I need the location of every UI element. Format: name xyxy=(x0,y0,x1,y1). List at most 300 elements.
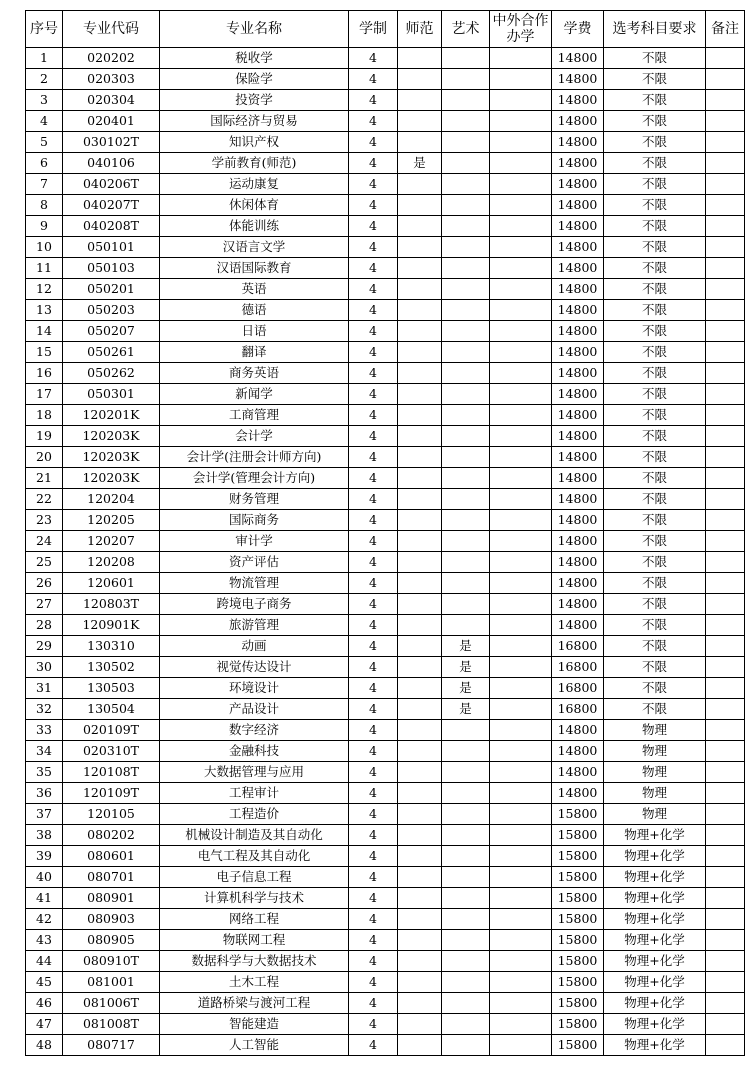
cell-coop xyxy=(490,300,552,321)
cell-coop xyxy=(490,468,552,489)
cell-code: 080717 xyxy=(63,1035,160,1056)
cell-code: 120203K xyxy=(63,426,160,447)
cell-fee: 15800 xyxy=(552,825,604,846)
cell-name: 翻译 xyxy=(160,342,349,363)
cell-duration: 4 xyxy=(349,993,398,1014)
cell-subjects: 不限 xyxy=(604,615,706,636)
cell-normal xyxy=(398,426,442,447)
cell-code: 120109T xyxy=(63,783,160,804)
cell-note xyxy=(706,69,745,90)
table-row xyxy=(26,783,745,804)
cell-duration: 4 xyxy=(349,972,398,993)
cell-index: 39 xyxy=(26,846,63,867)
cell-coop xyxy=(490,258,552,279)
cell-normal xyxy=(398,825,442,846)
cell-name: 大数据管理与应用 xyxy=(160,762,349,783)
cell-index: 18 xyxy=(26,405,63,426)
table-row xyxy=(26,321,745,342)
cell-name: 会计学(注册会计师方向) xyxy=(160,447,349,468)
cell-coop xyxy=(490,804,552,825)
cell-normal xyxy=(398,846,442,867)
cell-art xyxy=(442,342,490,363)
table-row xyxy=(26,405,745,426)
cell-index: 30 xyxy=(26,657,63,678)
cell-art xyxy=(442,720,490,741)
table-row xyxy=(26,909,745,930)
header-name: 专业名称 xyxy=(160,11,349,48)
cell-note xyxy=(706,972,745,993)
cell-duration: 4 xyxy=(349,657,398,678)
cell-duration: 4 xyxy=(349,699,398,720)
cell-duration: 4 xyxy=(349,783,398,804)
cell-index: 13 xyxy=(26,300,63,321)
cell-art xyxy=(442,510,490,531)
cell-duration: 4 xyxy=(349,363,398,384)
table-row xyxy=(26,258,745,279)
cell-code: 081006T xyxy=(63,993,160,1014)
cell-coop xyxy=(490,174,552,195)
cell-name: 汉语国际教育 xyxy=(160,258,349,279)
cell-normal xyxy=(398,216,442,237)
cell-name: 日语 xyxy=(160,321,349,342)
cell-subjects: 不限 xyxy=(604,426,706,447)
cell-subjects: 不限 xyxy=(604,405,706,426)
cell-art xyxy=(442,216,490,237)
cell-subjects: 不限 xyxy=(604,132,706,153)
table-body xyxy=(26,48,745,1056)
cell-code: 120105 xyxy=(63,804,160,825)
table-row xyxy=(26,699,745,720)
cell-index: 38 xyxy=(26,825,63,846)
cell-fee: 16800 xyxy=(552,657,604,678)
cell-normal xyxy=(398,867,442,888)
cell-coop xyxy=(490,573,552,594)
cell-note xyxy=(706,531,745,552)
cell-name: 税收学 xyxy=(160,48,349,69)
table-row xyxy=(26,48,745,69)
table-row xyxy=(26,615,745,636)
cell-art xyxy=(442,489,490,510)
table-row xyxy=(26,720,745,741)
cell-duration: 4 xyxy=(349,951,398,972)
header-subjects: 选考科目要求 xyxy=(604,11,706,48)
cell-subjects: 物理 xyxy=(604,741,706,762)
cell-code: 050101 xyxy=(63,237,160,258)
cell-normal xyxy=(398,195,442,216)
cell-fee: 15800 xyxy=(552,993,604,1014)
cell-duration: 4 xyxy=(349,447,398,468)
cell-subjects: 物理+化学 xyxy=(604,846,706,867)
table-row xyxy=(26,1014,745,1035)
table-row xyxy=(26,657,745,678)
cell-name: 新闻学 xyxy=(160,384,349,405)
cell-duration: 4 xyxy=(349,468,398,489)
cell-coop xyxy=(490,342,552,363)
cell-code: 020304 xyxy=(63,90,160,111)
cell-code: 050203 xyxy=(63,300,160,321)
cell-code: 120204 xyxy=(63,489,160,510)
cell-fee: 14800 xyxy=(552,195,604,216)
cell-note xyxy=(706,825,745,846)
header-normal: 师范 xyxy=(398,11,442,48)
cell-fee: 14800 xyxy=(552,342,604,363)
cell-normal xyxy=(398,972,442,993)
cell-coop xyxy=(490,909,552,930)
cell-duration: 4 xyxy=(349,90,398,111)
cell-duration: 4 xyxy=(349,1014,398,1035)
cell-note xyxy=(706,993,745,1014)
cell-fee: 14800 xyxy=(552,720,604,741)
table-row xyxy=(26,237,745,258)
cell-note xyxy=(706,237,745,258)
cell-coop xyxy=(490,846,552,867)
cell-duration: 4 xyxy=(349,321,398,342)
cell-subjects: 不限 xyxy=(604,678,706,699)
cell-art xyxy=(442,384,490,405)
cell-code: 120108T xyxy=(63,762,160,783)
cell-subjects: 不限 xyxy=(604,531,706,552)
cell-fee: 14800 xyxy=(552,153,604,174)
cell-normal xyxy=(398,783,442,804)
cell-fee: 14800 xyxy=(552,216,604,237)
table-row xyxy=(26,216,745,237)
cell-normal xyxy=(398,930,442,951)
cell-coop xyxy=(490,867,552,888)
cell-subjects: 不限 xyxy=(604,258,706,279)
cell-art xyxy=(442,111,490,132)
cell-art xyxy=(442,321,490,342)
table-row xyxy=(26,300,745,321)
table-row xyxy=(26,489,745,510)
cell-note xyxy=(706,699,745,720)
cell-art: 是 xyxy=(442,699,490,720)
cell-subjects: 物理+化学 xyxy=(604,1014,706,1035)
cell-name: 视觉传达设计 xyxy=(160,657,349,678)
cell-name: 物联网工程 xyxy=(160,930,349,951)
cell-duration: 4 xyxy=(349,174,398,195)
cell-art xyxy=(442,258,490,279)
cell-subjects: 物理+化学 xyxy=(604,930,706,951)
table-row xyxy=(26,930,745,951)
cell-art xyxy=(442,447,490,468)
cell-duration: 4 xyxy=(349,426,398,447)
cell-name: 国际经济与贸易 xyxy=(160,111,349,132)
cell-coop xyxy=(490,237,552,258)
cell-name: 道路桥梁与渡河工程 xyxy=(160,993,349,1014)
cell-duration: 4 xyxy=(349,825,398,846)
cell-index: 17 xyxy=(26,384,63,405)
cell-coop xyxy=(490,363,552,384)
cell-name: 产品设计 xyxy=(160,699,349,720)
cell-duration: 4 xyxy=(349,846,398,867)
cell-code: 020310T xyxy=(63,741,160,762)
cell-fee: 14800 xyxy=(552,174,604,195)
cell-note xyxy=(706,111,745,132)
cell-duration: 4 xyxy=(349,300,398,321)
cell-code: 080601 xyxy=(63,846,160,867)
header-note: 备注 xyxy=(706,11,745,48)
cell-art xyxy=(442,552,490,573)
cell-code: 050207 xyxy=(63,321,160,342)
cell-fee: 14800 xyxy=(552,300,604,321)
cell-coop xyxy=(490,720,552,741)
cell-name: 跨境电子商务 xyxy=(160,594,349,615)
cell-code: 020109T xyxy=(63,720,160,741)
cell-coop xyxy=(490,216,552,237)
cell-coop xyxy=(490,783,552,804)
cell-duration: 4 xyxy=(349,720,398,741)
table-row xyxy=(26,195,745,216)
cell-normal xyxy=(398,720,442,741)
cell-subjects: 不限 xyxy=(604,468,706,489)
table-row xyxy=(26,951,745,972)
cell-coop xyxy=(490,636,552,657)
cell-normal xyxy=(398,699,442,720)
cell-subjects: 物理 xyxy=(604,720,706,741)
cell-name: 保险学 xyxy=(160,69,349,90)
cell-code: 040106 xyxy=(63,153,160,174)
cell-subjects: 物理 xyxy=(604,804,706,825)
cell-coop xyxy=(490,741,552,762)
cell-art xyxy=(442,867,490,888)
cell-art xyxy=(442,153,490,174)
cell-name: 电子信息工程 xyxy=(160,867,349,888)
cell-code: 120208 xyxy=(63,552,160,573)
header-row xyxy=(26,11,745,48)
cell-subjects: 物理+化学 xyxy=(604,993,706,1014)
cell-name: 网络工程 xyxy=(160,909,349,930)
cell-normal xyxy=(398,573,442,594)
cell-name: 国际商务 xyxy=(160,510,349,531)
cell-subjects: 不限 xyxy=(604,699,706,720)
cell-art xyxy=(442,69,490,90)
cell-name: 体能训练 xyxy=(160,216,349,237)
table-row xyxy=(26,636,745,657)
cell-art xyxy=(442,741,490,762)
cell-index: 16 xyxy=(26,363,63,384)
cell-note xyxy=(706,573,745,594)
cell-duration: 4 xyxy=(349,615,398,636)
cell-fee: 14800 xyxy=(552,468,604,489)
cell-name: 旅游管理 xyxy=(160,615,349,636)
table-row xyxy=(26,279,745,300)
cell-note xyxy=(706,1035,745,1056)
cell-coop xyxy=(490,972,552,993)
cell-index: 46 xyxy=(26,993,63,1014)
cell-duration: 4 xyxy=(349,1035,398,1056)
cell-code: 120803T xyxy=(63,594,160,615)
cell-coop xyxy=(490,426,552,447)
header-art: 艺术 xyxy=(442,11,490,48)
cell-code: 120203K xyxy=(63,447,160,468)
cell-coop xyxy=(490,825,552,846)
cell-normal xyxy=(398,111,442,132)
cell-coop xyxy=(490,951,552,972)
table-row xyxy=(26,825,745,846)
cell-subjects: 不限 xyxy=(604,321,706,342)
table-row xyxy=(26,342,745,363)
cell-code: 120203K xyxy=(63,468,160,489)
cell-art xyxy=(442,237,490,258)
cell-index: 28 xyxy=(26,615,63,636)
cell-subjects: 物理+化学 xyxy=(604,867,706,888)
cell-subjects: 不限 xyxy=(604,552,706,573)
cell-note xyxy=(706,804,745,825)
cell-fee: 15800 xyxy=(552,804,604,825)
header-fee: 学费 xyxy=(552,11,604,48)
cell-subjects: 不限 xyxy=(604,90,706,111)
cell-name: 数字经济 xyxy=(160,720,349,741)
cell-normal xyxy=(398,888,442,909)
cell-fee: 15800 xyxy=(552,972,604,993)
cell-normal xyxy=(398,300,442,321)
table-row xyxy=(26,867,745,888)
cell-duration: 4 xyxy=(349,237,398,258)
cell-fee: 14800 xyxy=(552,384,604,405)
header-code: 专业代码 xyxy=(63,11,160,48)
cell-name: 审计学 xyxy=(160,531,349,552)
cell-index: 27 xyxy=(26,594,63,615)
cell-name: 会计学(管理会计方向) xyxy=(160,468,349,489)
cell-code: 020202 xyxy=(63,48,160,69)
cell-art xyxy=(442,90,490,111)
cell-art xyxy=(442,1014,490,1035)
cell-fee: 14800 xyxy=(552,762,604,783)
cell-duration: 4 xyxy=(349,867,398,888)
cell-art xyxy=(442,363,490,384)
cell-fee: 14800 xyxy=(552,783,604,804)
cell-normal xyxy=(398,1014,442,1035)
cell-name: 智能建造 xyxy=(160,1014,349,1035)
cell-normal xyxy=(398,405,442,426)
cell-subjects: 不限 xyxy=(604,447,706,468)
cell-art: 是 xyxy=(442,636,490,657)
cell-name: 商务英语 xyxy=(160,363,349,384)
cell-subjects: 物理+化学 xyxy=(604,972,706,993)
cell-note xyxy=(706,909,745,930)
cell-duration: 4 xyxy=(349,153,398,174)
cell-coop xyxy=(490,69,552,90)
cell-duration: 4 xyxy=(349,909,398,930)
table-row xyxy=(26,678,745,699)
cell-normal xyxy=(398,762,442,783)
table-row xyxy=(26,573,745,594)
cell-index: 12 xyxy=(26,279,63,300)
cell-code: 120901K xyxy=(63,615,160,636)
header-coop: 中外合作办学 xyxy=(490,11,552,48)
cell-subjects: 物理 xyxy=(604,783,706,804)
cell-art xyxy=(442,993,490,1014)
cell-code: 081008T xyxy=(63,1014,160,1035)
cell-normal xyxy=(398,552,442,573)
cell-index: 42 xyxy=(26,909,63,930)
cell-note xyxy=(706,510,745,531)
cell-duration: 4 xyxy=(349,405,398,426)
cell-duration: 4 xyxy=(349,888,398,909)
cell-coop xyxy=(490,279,552,300)
cell-name: 休闲体育 xyxy=(160,195,349,216)
cell-art xyxy=(442,846,490,867)
cell-name: 工程造价 xyxy=(160,804,349,825)
cell-normal xyxy=(398,90,442,111)
cell-name: 英语 xyxy=(160,279,349,300)
cell-code: 040208T xyxy=(63,216,160,237)
cell-note xyxy=(706,741,745,762)
cell-code: 081001 xyxy=(63,972,160,993)
cell-coop xyxy=(490,930,552,951)
cell-art xyxy=(442,132,490,153)
cell-index: 35 xyxy=(26,762,63,783)
cell-normal xyxy=(398,132,442,153)
cell-name: 人工智能 xyxy=(160,1035,349,1056)
cell-subjects: 不限 xyxy=(604,174,706,195)
cell-code: 080910T xyxy=(63,951,160,972)
cell-duration: 4 xyxy=(349,741,398,762)
cell-index: 26 xyxy=(26,573,63,594)
cell-art xyxy=(442,930,490,951)
table-row xyxy=(26,447,745,468)
cell-fee: 14800 xyxy=(552,279,604,300)
cell-note xyxy=(706,216,745,237)
cell-fee: 14800 xyxy=(552,69,604,90)
cell-art xyxy=(442,825,490,846)
cell-fee: 14800 xyxy=(552,321,604,342)
cell-fee: 14800 xyxy=(552,258,604,279)
cell-duration: 4 xyxy=(349,594,398,615)
cell-coop xyxy=(490,447,552,468)
cell-subjects: 不限 xyxy=(604,111,706,132)
cell-art xyxy=(442,405,490,426)
cell-note xyxy=(706,783,745,804)
cell-subjects: 不限 xyxy=(604,573,706,594)
cell-coop xyxy=(490,384,552,405)
cell-index: 23 xyxy=(26,510,63,531)
cell-subjects: 不限 xyxy=(604,153,706,174)
cell-subjects: 不限 xyxy=(604,384,706,405)
cell-fee: 14800 xyxy=(552,132,604,153)
cell-index: 5 xyxy=(26,132,63,153)
table-row xyxy=(26,174,745,195)
cell-code: 080901 xyxy=(63,888,160,909)
cell-duration: 4 xyxy=(349,195,398,216)
cell-normal xyxy=(398,804,442,825)
cell-code: 080903 xyxy=(63,909,160,930)
cell-coop xyxy=(490,993,552,1014)
cell-coop xyxy=(490,195,552,216)
cell-index: 1 xyxy=(26,48,63,69)
cell-subjects: 物理+化学 xyxy=(604,951,706,972)
cell-subjects: 物理+化学 xyxy=(604,1035,706,1056)
cell-normal xyxy=(398,489,442,510)
cell-name: 工程审计 xyxy=(160,783,349,804)
cell-subjects: 不限 xyxy=(604,300,706,321)
cell-code: 040207T xyxy=(63,195,160,216)
table-row xyxy=(26,426,745,447)
cell-coop xyxy=(490,888,552,909)
cell-code: 130503 xyxy=(63,678,160,699)
table-row xyxy=(26,846,745,867)
cell-duration: 4 xyxy=(349,48,398,69)
cell-note xyxy=(706,720,745,741)
cell-name: 工商管理 xyxy=(160,405,349,426)
header-duration: 学制 xyxy=(349,11,398,48)
cell-coop xyxy=(490,678,552,699)
cell-code: 020401 xyxy=(63,111,160,132)
cell-code: 020303 xyxy=(63,69,160,90)
cell-art xyxy=(442,783,490,804)
cell-coop xyxy=(490,699,552,720)
cell-duration: 4 xyxy=(349,531,398,552)
